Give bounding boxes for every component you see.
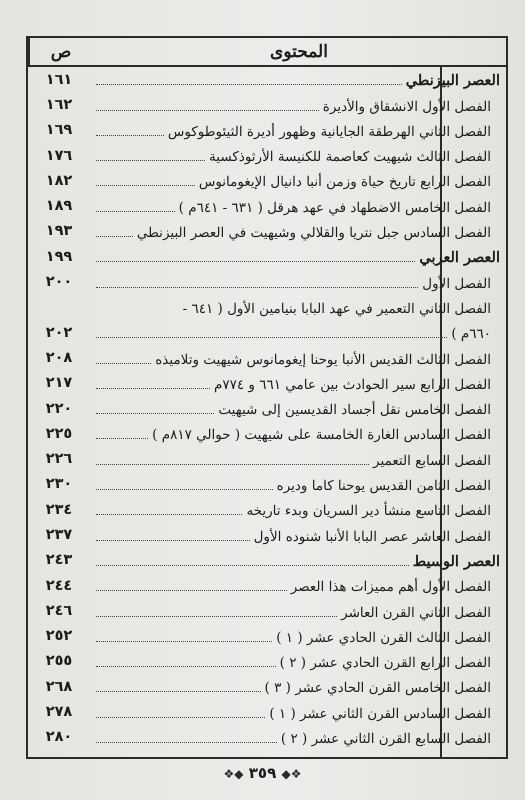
chapter-title: الفصل الثاني القرن العاشر	[341, 604, 491, 621]
entry-body	[90, 472, 506, 497]
dot-leader	[96, 666, 276, 667]
chapter-title: الفصل الأول	[422, 275, 491, 292]
page-column-header: ص	[28, 38, 92, 65]
dot-leader	[96, 691, 261, 692]
entry-body	[90, 649, 506, 674]
page-ref: ٢٦٨	[45, 678, 73, 695]
entry-body	[90, 168, 506, 193]
chapter-title: الفصل التاسع منشأ دير السريان وبدء تاريخه	[246, 503, 491, 520]
entry-body	[90, 573, 506, 598]
page-ref: ٢٣٤	[45, 501, 73, 518]
chapter-title: الفصل السابع التعمير	[373, 452, 491, 469]
dot-leader	[96, 211, 175, 212]
chapter-title: الفصل السادس القرن الثاني عشر ( ١ )	[269, 705, 491, 722]
entry-body	[90, 497, 506, 522]
dot-leader	[96, 185, 195, 186]
toc-entry-row	[28, 193, 506, 218]
section-title: العصر العربي	[419, 249, 500, 267]
dot-leader	[96, 464, 369, 465]
page-ref: ١٦٩	[45, 122, 73, 139]
entry-body	[90, 725, 506, 750]
dot-leader	[96, 110, 319, 111]
page-ref: ٢٤٦	[45, 602, 73, 619]
toc-entry-row	[28, 624, 506, 649]
page-ref: ٢٤٤	[45, 577, 73, 594]
toc-entry-row	[28, 674, 506, 699]
chapter-title: الفصل السابع القرن الثاني عشر ( ٢ )	[280, 731, 491, 748]
toc-section-row	[28, 548, 506, 573]
dot-leader	[96, 135, 164, 136]
page-number: ٣٥٩	[248, 764, 277, 782]
section-title: العصر البيزنطي	[405, 72, 500, 90]
entry-body	[90, 548, 506, 573]
chapter-title: الفصل الأول أهم مميزات هذا العصر	[290, 579, 491, 596]
toc-entry-row	[28, 725, 506, 750]
entry-body	[90, 193, 506, 218]
entry-body	[90, 219, 506, 244]
dot-leader	[96, 641, 272, 642]
chapter-title: الفصل الثامن القديس يوحنا كاما وديره	[276, 478, 491, 495]
chapter-title: الفصل السادس جبل نتريا والقلالي وشيهيت في العصر البيزنطي	[136, 225, 491, 242]
page-ref: ٢١٧	[45, 375, 73, 392]
dot-leader	[96, 514, 242, 515]
toc-entry-row	[28, 396, 506, 421]
toc-entry-row	[28, 421, 506, 446]
page-ref: ٢٢٠	[45, 400, 73, 417]
ornament-icon-right: ◆❖	[281, 767, 302, 781]
page-ref: ٢٤٣	[45, 552, 73, 569]
entry-body	[90, 396, 506, 421]
page-ref: ٢٠٠	[45, 274, 73, 291]
toc-entry-row	[28, 219, 506, 244]
page-footer	[0, 764, 525, 782]
page-ref: ١٩٣	[45, 223, 73, 240]
page-ref: ٢٥٢	[45, 628, 73, 645]
dot-leader	[96, 261, 415, 262]
toc-entry-row	[28, 497, 506, 522]
toc-entry-row	[28, 320, 506, 345]
entry-body	[90, 371, 506, 396]
chapter-title: الفصل الرابع سير الحوادث بين عامي ٦٦١ و ٧٧٤م	[214, 376, 491, 393]
dot-leader	[96, 236, 133, 237]
chapter-title: الفصل الخامس نقل أجساد القديسين إلى شيهيت	[218, 402, 491, 419]
toc-entry-row	[28, 446, 506, 471]
toc-entry-row	[28, 371, 506, 396]
toc-entry-row	[28, 269, 506, 294]
dot-leader	[96, 363, 151, 364]
chapter-title: الفصل الثاني التعمير في عهد البابا بنيامين الأول ( ٦٤١ -	[182, 300, 491, 317]
entry-body	[90, 244, 506, 269]
dot-leader	[96, 287, 418, 288]
toc-entry-row	[28, 598, 506, 623]
page-ref: ٢٣٧	[45, 526, 73, 543]
dot-leader	[96, 438, 148, 439]
chapter-title: الفصل الأول الانشقاق والأديرة	[322, 98, 491, 115]
chapter-title: الفصل الخامس القرن الحادي عشر ( ٣ )	[264, 680, 491, 697]
chapter-title: الفصل الثالث القديس الأنبا يوحنا إيغومانوس شيهيت وتلاميذه	[155, 351, 491, 368]
toc-header	[28, 38, 506, 67]
chapter-title: الفصل الثاني الهرطقة الجايانية وظهور أديرة الثيئوطوكوس	[167, 123, 491, 140]
chapter-title: ٦٦٠م )	[451, 326, 491, 343]
toc-entry-row	[28, 168, 506, 193]
dot-leader	[96, 84, 402, 85]
page-ref: ٢٠٨	[45, 349, 73, 366]
page-ref: ١٧٦	[45, 147, 73, 164]
toc-entry-row	[28, 345, 506, 370]
chapter-title: الفصل السادس الغارة الخامسة على شيهيت ( حوالي ٨١٧م )	[152, 427, 491, 444]
page-ref: ١٨٢	[45, 172, 73, 189]
chapter-title: الفصل العاشر عصر البابا الأنبا شنوده الأول	[253, 528, 491, 545]
ornament-icon-left: ❖◆	[223, 767, 244, 781]
dot-leader	[96, 413, 214, 414]
chapter-title: الفصل الرابع القرن الحادي عشر ( ٢ )	[279, 655, 491, 672]
toc-section-row	[28, 244, 506, 269]
page-ref: ٢٣٠	[45, 476, 73, 493]
toc-entry-row	[28, 522, 506, 547]
toc-entry-row	[28, 472, 506, 497]
dot-leader	[96, 742, 277, 743]
entry-body	[90, 522, 506, 547]
toc-entry-row	[28, 699, 506, 724]
entry-body	[90, 421, 506, 446]
page-ref: ١٨٩	[45, 198, 73, 215]
entry-body	[90, 345, 506, 370]
toc-rows	[28, 67, 506, 757]
entry-body	[90, 295, 506, 320]
toc-entry-row	[28, 92, 506, 117]
toc-title: المحتوى	[270, 41, 328, 62]
entry-body	[90, 699, 506, 724]
entry-body	[90, 143, 506, 168]
dot-leader	[96, 590, 287, 591]
entry-body	[90, 674, 506, 699]
page-ref: ١٦٢	[45, 96, 73, 113]
section-title: العصر الوسيط	[412, 552, 500, 570]
toc-section-row	[28, 67, 506, 92]
entry-body	[90, 269, 506, 294]
dot-leader	[96, 489, 273, 490]
entry-body	[90, 320, 506, 345]
dot-leader	[96, 160, 205, 161]
dot-leader	[96, 388, 210, 389]
page-ref: ٢٢٥	[45, 425, 73, 442]
toc-entry-row	[28, 118, 506, 143]
page-ref: ٢٢٦	[45, 451, 73, 468]
toc-entry-row	[28, 573, 506, 598]
chapter-title: الفصل الثالث القرن الحادي عشر ( ١ )	[276, 629, 491, 646]
chapter-title: الفصل الخامس الاضطهاد في عهد هرقل ( ٦٣١ - ٦٤١م )	[178, 199, 491, 216]
dot-leader	[96, 565, 409, 566]
toc-entry-row	[28, 295, 506, 320]
toc-entry-row	[28, 143, 506, 168]
dot-leader	[96, 616, 337, 617]
page-ref: ٢٥٥	[45, 653, 73, 670]
page-ref: ٢٧٨	[45, 704, 73, 721]
entry-body	[90, 446, 506, 471]
page-ref: ١٩٩	[45, 248, 73, 265]
entry-body	[90, 624, 506, 649]
entry-body	[90, 67, 506, 92]
table-of-contents	[26, 36, 508, 759]
dot-leader	[96, 337, 447, 338]
chapter-title: الفصل الثالث شيهيت كعاصمة للكنيسة الأرثوذكسية	[209, 149, 491, 166]
entry-body	[90, 598, 506, 623]
page-ref: ٢٨٠	[45, 729, 73, 746]
page-ref: ٢٠٢	[45, 324, 73, 341]
page-ref: ١٦١	[45, 71, 73, 88]
dot-leader	[96, 540, 250, 541]
toc-entry-row	[28, 649, 506, 674]
chapter-title: الفصل الرابع تاريخ حياة وزمن أنبا دانيال الإيغومانوس	[198, 174, 491, 191]
entry-body	[90, 92, 506, 117]
dot-leader	[96, 717, 265, 718]
entry-body	[90, 118, 506, 143]
